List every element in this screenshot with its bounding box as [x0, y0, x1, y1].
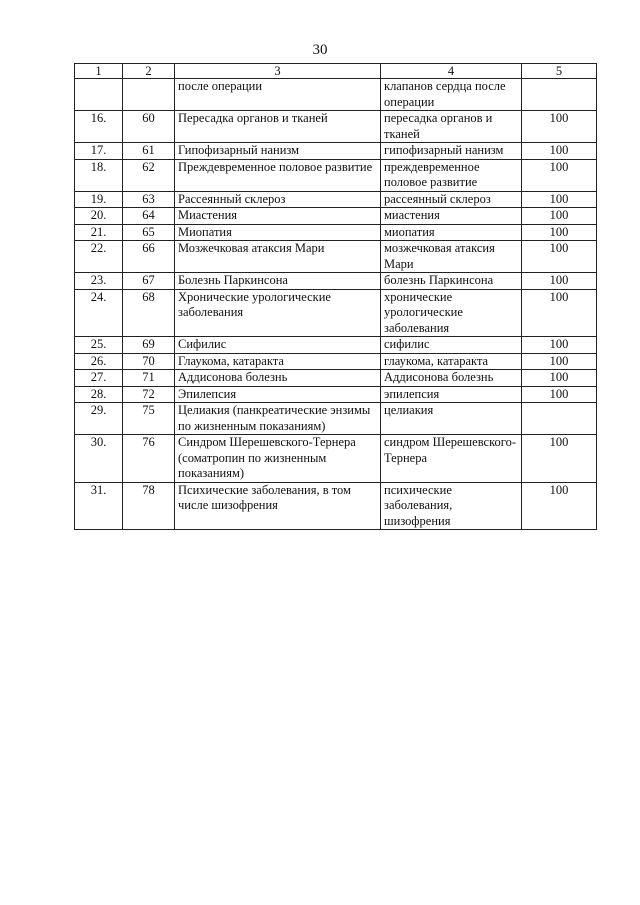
- disease-name-cell: Целиакия (панкреатические энзимы по жизненным показаниям): [175, 403, 381, 435]
- header-cell: 2: [123, 64, 175, 79]
- code-cell: 68: [123, 289, 175, 337]
- disease-name-cell: Синдром Шерешевского-Тернера (соматропин по жизненным показаниям): [175, 435, 381, 483]
- table-row: [75, 111, 597, 143]
- disease-name-cell: Миопатия: [175, 224, 381, 241]
- code-cell: 67: [123, 273, 175, 290]
- table-row: [75, 435, 597, 483]
- disease-name-cell: Сифилис: [175, 337, 381, 354]
- percent-cell: 100: [522, 435, 597, 483]
- row-number-cell: 24.: [75, 289, 123, 337]
- percent-cell: 100: [522, 289, 597, 337]
- row-number-cell: 31.: [75, 482, 123, 530]
- program-name-cell: глаукома, катаракта: [381, 353, 522, 370]
- percent-cell: [522, 403, 597, 435]
- disease-name-cell: Болезнь Паркинсона: [175, 273, 381, 290]
- table-row: [75, 386, 597, 403]
- row-number-cell: 18.: [75, 159, 123, 191]
- header-cell: 1: [75, 64, 123, 79]
- table-row: [75, 353, 597, 370]
- table-header-row: [75, 64, 597, 79]
- percent-cell: 100: [522, 370, 597, 387]
- table-row: [75, 208, 597, 225]
- code-cell: 66: [123, 241, 175, 273]
- code-cell: 72: [123, 386, 175, 403]
- percent-cell: 100: [522, 482, 597, 530]
- code-cell: 60: [123, 111, 175, 143]
- table-row: [75, 337, 597, 354]
- disease-name-cell: Хронические урологические заболевания: [175, 289, 381, 337]
- program-name-cell: хронические урологические заболевания: [381, 289, 522, 337]
- disease-name-cell: Эпилепсия: [175, 386, 381, 403]
- program-name-cell: преждевременное половое развитие: [381, 159, 522, 191]
- row-number-cell: 26.: [75, 353, 123, 370]
- percent-cell: 100: [522, 111, 597, 143]
- table-row: [75, 143, 597, 160]
- code-cell: 76: [123, 435, 175, 483]
- program-name-cell: пересадка органов и тканей: [381, 111, 522, 143]
- table-row: [75, 403, 597, 435]
- table-row: [75, 482, 597, 530]
- header-cell: 3: [175, 64, 381, 79]
- header-cell: 4: [381, 64, 522, 79]
- percent-cell: 100: [522, 386, 597, 403]
- code-cell: 70: [123, 353, 175, 370]
- percent-cell: 100: [522, 208, 597, 225]
- percent-cell: 100: [522, 191, 597, 208]
- row-number-cell: 17.: [75, 143, 123, 160]
- percent-cell: 100: [522, 273, 597, 290]
- code-cell: [123, 79, 175, 111]
- program-name-cell: болезнь Паркинсона: [381, 273, 522, 290]
- disease-name-cell: Глаукома, катаракта: [175, 353, 381, 370]
- percent-cell: 100: [522, 337, 597, 354]
- code-cell: 61: [123, 143, 175, 160]
- row-number-cell: 22.: [75, 241, 123, 273]
- program-name-cell: сифилис: [381, 337, 522, 354]
- program-name-cell: психические заболевания, шизофрения: [381, 482, 522, 530]
- row-number-cell: 21.: [75, 224, 123, 241]
- code-cell: 75: [123, 403, 175, 435]
- code-cell: 65: [123, 224, 175, 241]
- percent-cell: [522, 79, 597, 111]
- program-name-cell: миопатия: [381, 224, 522, 241]
- row-number-cell: 30.: [75, 435, 123, 483]
- program-name-cell: гипофизарный нанизм: [381, 143, 522, 160]
- row-number-cell: 27.: [75, 370, 123, 387]
- program-name-cell: синдром Шерешевского-Тернера: [381, 435, 522, 483]
- page-number: 30: [312, 42, 328, 58]
- program-name-cell: мозжечковая атаксия Мари: [381, 241, 522, 273]
- table-row: [75, 241, 597, 273]
- code-cell: 69: [123, 337, 175, 354]
- row-number-cell: 20.: [75, 208, 123, 225]
- row-number-cell: 25.: [75, 337, 123, 354]
- code-cell: 62: [123, 159, 175, 191]
- table-row: [75, 289, 597, 337]
- table-body: [75, 79, 597, 530]
- percent-cell: 100: [522, 224, 597, 241]
- table-row: [75, 273, 597, 290]
- row-number-cell: 19.: [75, 191, 123, 208]
- percent-cell: 100: [522, 353, 597, 370]
- disease-name-cell: после операции: [175, 79, 381, 111]
- disease-name-cell: Мозжечковая атаксия Мари: [175, 241, 381, 273]
- row-number-cell: 16.: [75, 111, 123, 143]
- program-name-cell: клапанов сердца после операции: [381, 79, 522, 111]
- row-number-cell: 28.: [75, 386, 123, 403]
- percent-cell: 100: [522, 159, 597, 191]
- row-number-cell: 23.: [75, 273, 123, 290]
- disease-name-cell: Пересадка органов и тканей: [175, 111, 381, 143]
- table-row: [75, 159, 597, 191]
- percent-cell: 100: [522, 143, 597, 160]
- disease-name-cell: Миастения: [175, 208, 381, 225]
- program-name-cell: эпилепсия: [381, 386, 522, 403]
- table-row: [75, 79, 597, 111]
- program-name-cell: рассеянный склероз: [381, 191, 522, 208]
- row-number-cell: [75, 79, 123, 111]
- program-name-cell: целиакия: [381, 403, 522, 435]
- program-name-cell: миастения: [381, 208, 522, 225]
- code-cell: 64: [123, 208, 175, 225]
- table-row: [75, 191, 597, 208]
- document-table: [74, 63, 597, 530]
- table-row: [75, 370, 597, 387]
- disease-name-cell: Рассеянный склероз: [175, 191, 381, 208]
- code-cell: 63: [123, 191, 175, 208]
- code-cell: 71: [123, 370, 175, 387]
- disease-name-cell: Психические заболевания, в том числе шизофрения: [175, 482, 381, 530]
- disease-name-cell: Аддисонова болезнь: [175, 370, 381, 387]
- header-cell: 5: [522, 64, 597, 79]
- row-number-cell: 29.: [75, 403, 123, 435]
- disease-name-cell: Преждевременное половое развитие: [175, 159, 381, 191]
- code-cell: 78: [123, 482, 175, 530]
- program-name-cell: Аддисонова болезнь: [381, 370, 522, 387]
- disease-name-cell: Гипофизарный нанизм: [175, 143, 381, 160]
- percent-cell: 100: [522, 241, 597, 273]
- table-row: [75, 224, 597, 241]
